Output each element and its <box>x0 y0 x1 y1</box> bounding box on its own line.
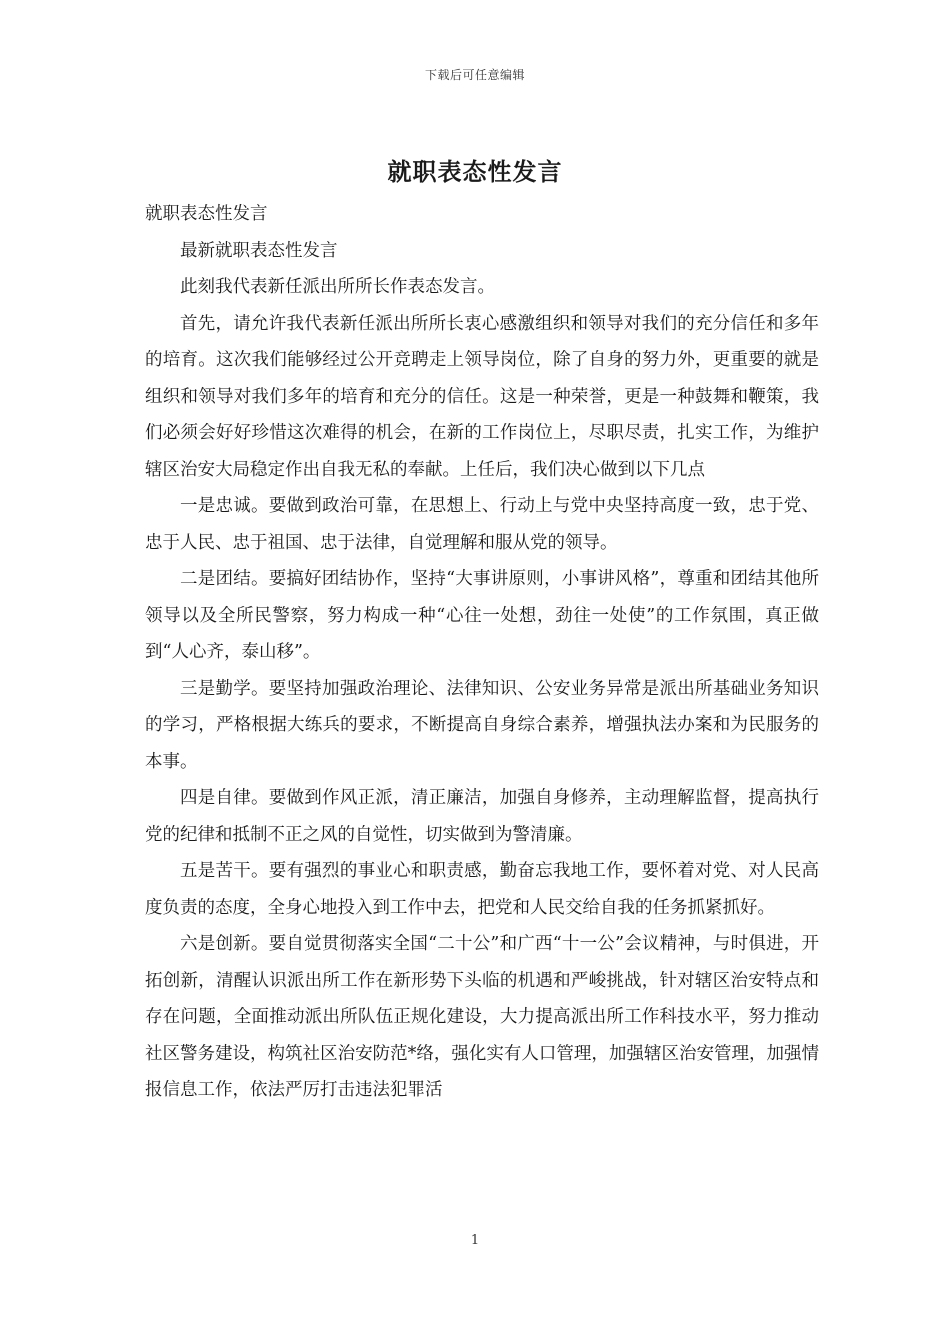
page-header: 下载后可任意编辑 <box>424 68 525 82</box>
paragraph: 二是团结。要搞好团结协作，坚持“大事讲原则，小事讲风格”，尊重和团结其他所领导以及全所民警察，努力构成一种“心往一处想，劲往一处使”的工作氛围，真正做到“人心齐，泰山移”。 <box>145 569 819 662</box>
paragraph: 最新就职表态性发言 <box>180 240 338 261</box>
paragraph: 就职表态性发言 <box>145 204 268 224</box>
paragraph: 此刻我代表新任派出所所长作表态发言。 <box>180 277 495 297</box>
paragraph: 五是苦干。要有强烈的事业心和职责感，勤奋忘我地工作，要怀着对党、对人民高度负责的态度，全身心地投入到工作中去，把党和人民交给自我的任务抓紧抓好。 <box>145 861 819 918</box>
paragraph: 六是创新。要自觉贯彻落实全国“二十公”和广西“十一公”会议精神，与时俱进，开拓创新，清醒认识派出所工作在新形势下头临的机遇和严峻挑战，针对辖区治安特点和存在问题，全面推动派出所队伍正规化建设，大力提高派出所工作科技水平，努力推动社区警务建设，构筑社区治安防范*络，强化实有人口管理，加强辖区治安管理，加强情报信息工作，依法严厉打击违法犯罪活 <box>145 934 819 1100</box>
document-body <box>145 196 819 1109</box>
document-title: 就职表态性发言 <box>387 157 563 186</box>
paragraph: 首先，请允许我代表新任派出所所长衷心感激组织和领导对我们的充分信任和多年的培育。这次我们能够经过公开竞聘走上领导岗位，除了自身的努力外，更重要的就是组织和领导对我们多年的培育和充分的信任。这是一种荣誉，更是一种鼓舞和鞭策，我们必须会好好珍惜这次难得的机会，在新的工作岗位上，尽职尽责，扎实工作，为维护辖区治安大局稳定作出自我无私的奉献。上任后，我们决心做到以下几点 <box>145 313 819 480</box>
paragraph: 一是忠诚。要做到政治可靠，在思想上、行动上与党中央坚持高度一致，忠于党、忠于人民、忠于祖国、忠于法律，自觉理解和服从党的领导。 <box>145 496 819 553</box>
paragraph: 三是勤学。要坚持加强政治理论、法律知识、公安业务异常是派出所基础业务知识的学习，严格根据大练兵的要求，不断提高自身综合素养，增强执法办案和为民服务的本事。 <box>145 678 819 772</box>
paragraph: 四是自律。要做到作风正派，清正廉洁，加强自身修养，主动理解监督，提高执行党的纪律和抵制不正之风的自觉性，切实做到为警清廉。 <box>145 788 819 845</box>
page-number: 1 <box>470 1233 480 1248</box>
